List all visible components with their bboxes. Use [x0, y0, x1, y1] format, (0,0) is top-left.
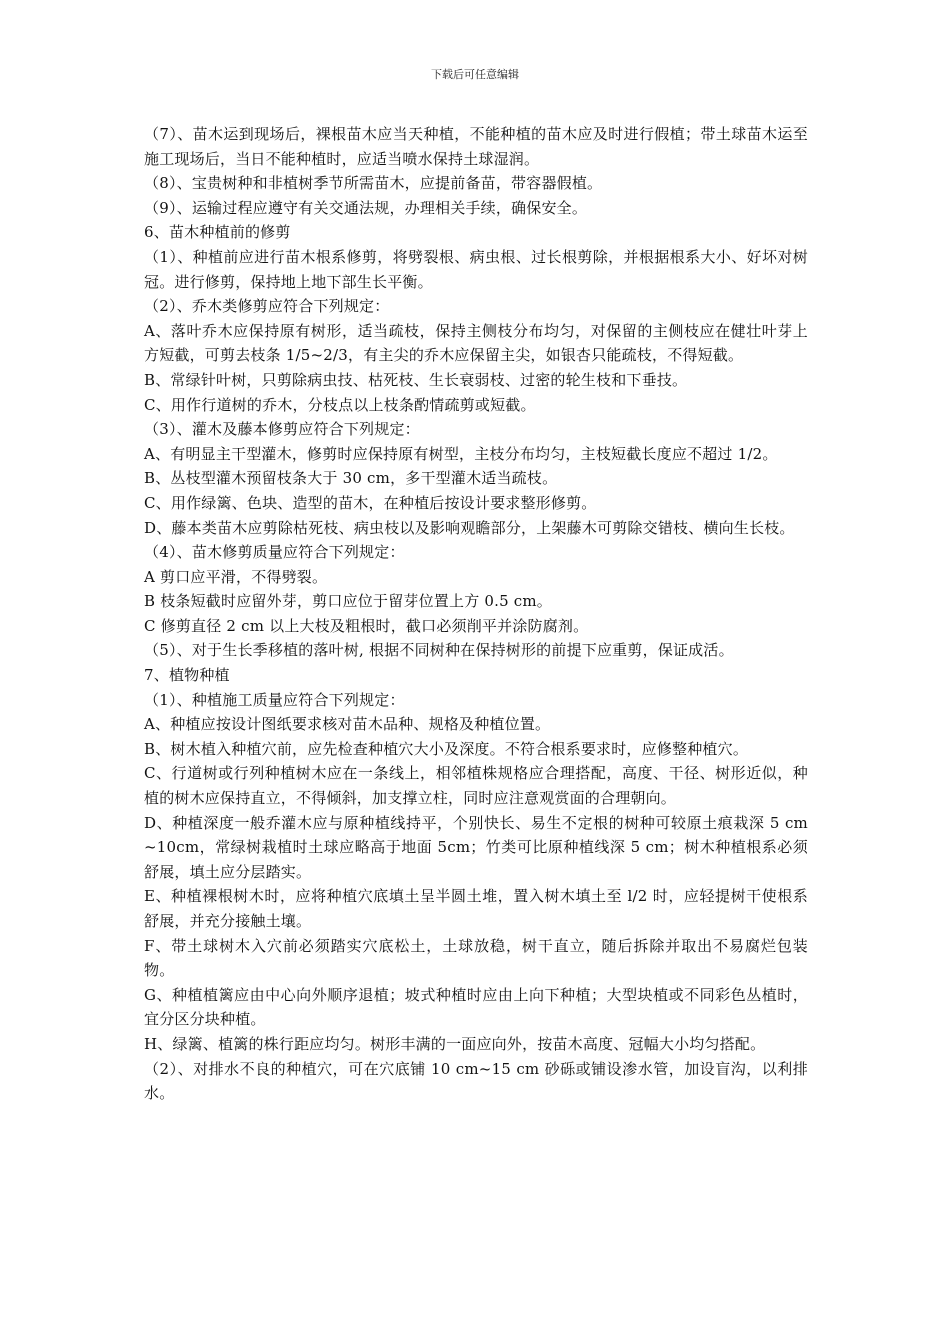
- paragraph: E、种植裸根树木时，应将种植穴底填土呈半圆土堆，置入树木填土至 l/2 时，应轻提树干使根系舒展，并充分接触土壤。: [144, 887, 808, 930]
- paragraph: （1）、种植前应进行苗木根系修剪，将劈裂根、病虫根、过长根剪除，并根据根系大小、好坏对树冠。进行修剪，保持地上地下部生长平衡。: [144, 247, 808, 291]
- paragraph: （1）、种植施工质量应符合下列规定：: [144, 690, 405, 709]
- paragraph: C、用作绿篱、色块、造型的苗木，在种植后按设计要求整形修剪。: [144, 493, 597, 512]
- paragraph: B 枝条短截时应留外芽，剪口应位于留芽位置上方 0.5 cm。: [144, 592, 553, 611]
- paragraph: （4）、苗木修剪质量应符合下列规定：: [144, 543, 405, 562]
- paragraph: （5）、对于生长季移植的落叶树, 根据不同树种在保持树形的前提下应重剪，保证成活。: [144, 641, 734, 660]
- section-heading: 7、植物种植: [144, 666, 230, 685]
- paragraph: D、藤本类苗木应剪除枯死枝、病虫枝以及影响观瞻部分，上架藤木可剪除交错枝、横向生长枝。: [144, 518, 795, 537]
- paragraph: A 剪口应平滑，不得劈裂。: [144, 567, 328, 586]
- paragraph: A、有明显主干型灌木，修剪时应保持原有树型，主枝分布均匀，主枝短截长度应不超过 1/2。: [144, 444, 778, 463]
- paragraph: F、带土球树木入穴前必须踏实穴底松土，土球放稳，树干直立，随后拆除并取出不易腐烂包装物。: [144, 936, 808, 980]
- paragraph: D、种植深度一般乔灌木应与原种植线持平，个别快长、易生不定根的树种可较原土痕栽深 5 cm ~10cm，常绿树栽植时土球应略高于地面 5cm；竹类可比原种植线深 5 cm；树木种植根系必须舒展，填土应分层踏实。: [144, 813, 808, 881]
- paragraph: A、种植应按设计图纸要求核对苗木品种、规格及种植位置。: [144, 715, 551, 734]
- paragraph: A、落叶乔木应保持原有树形，适当疏枝，保持主侧枝分布均匀，对保留的主侧枝应在健壮叶芽上方短截，可剪去枝条 1/5~2/3，有主尖的乔木应保留主尖，如银杏只能疏枝，不得短截。: [144, 321, 808, 365]
- paragraph: B、树木植入种植穴前，应先检查种植穴大小及深度。不符合根系要求时，应修整种植穴。: [144, 739, 749, 758]
- paragraph: G、种植植篱应由中心向外顺序退植；坡式种植时应由上向下种植；大型块植或不同彩色丛植时，宜分区分块种植。: [144, 985, 808, 1029]
- page-header: 下载后可任意编辑: [431, 68, 519, 81]
- paragraph: （2）、对排水不良的种植穴，可在穴底铺 10 cm~15 cm 砂砾或铺设渗水管，加设盲沟，以利排水。: [144, 1059, 808, 1103]
- paragraph: B、丛枝型灌木预留枝条大于 30 cm，多干型灌木适当疏枝。: [144, 469, 558, 488]
- paragraph: H、绿篱、植篱的株行距应均匀。树形丰满的一面应向外，按苗木高度、冠幅大小均匀搭配。: [144, 1034, 766, 1053]
- paragraph: C、行道树或行列种植树木应在一条线上，相邻植株规格应合理搭配，高度、干径、树形近似，种植的树木应保持直立，不得倾斜，加支撑立柱，同时应注意观赏面的合理朝向。: [144, 764, 808, 808]
- section-heading: 6、苗木种植前的修剪: [144, 223, 291, 242]
- paragraph: （7）、苗木运到现场后，裸根苗木应当天种植，不能种植的苗木应及时进行假植；带土球苗木运至施工现场后，当日不能种植时，应适当喷水保持土球湿润。: [144, 125, 808, 168]
- paragraph: （9）、运输过程应遵守有关交通法规，办理相关手续，确保安全。: [144, 198, 588, 217]
- paragraph: （2）、乔木类修剪应符合下列规定：: [144, 297, 390, 316]
- paragraph: C、用作行道树的乔木，分枝点以上枝条酌情疏剪或短截。: [144, 395, 536, 414]
- paragraph: B、常绿针叶树，只剪除病虫技、枯死枝、生长衰弱枝、过密的轮生枝和下垂技。: [144, 370, 688, 389]
- paragraph: （3）、灌木及藤本修剪应符合下列规定：: [144, 420, 420, 439]
- document-body: [144, 122, 808, 1106]
- paragraph: （8）、宝贵树种和非植树季节所需苗木，应提前备苗，带容器假植。: [144, 174, 603, 193]
- paragraph: C 修剪直径 2 cm 以上大枝及粗根时，截口必须削平并涂防腐剂。: [144, 616, 589, 635]
